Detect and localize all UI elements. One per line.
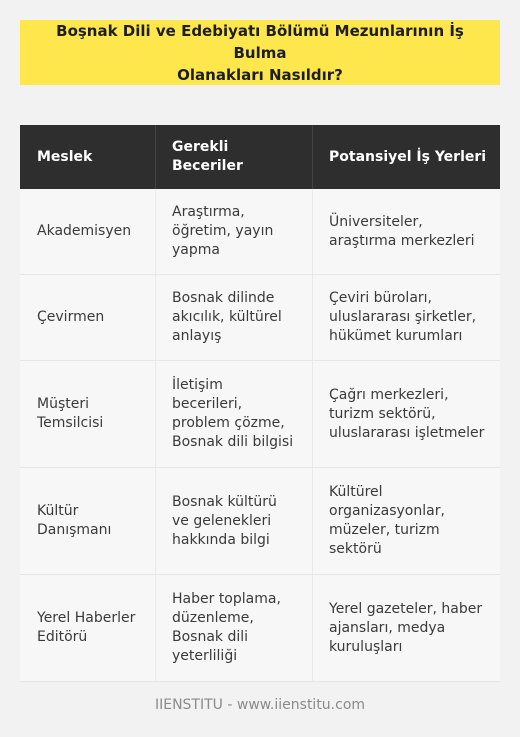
cell-meslek	[20, 361, 155, 467]
table-row	[20, 575, 500, 682]
table-header-row	[20, 125, 500, 189]
cell-is-yerleri	[312, 275, 500, 360]
careers-table	[20, 125, 500, 682]
cell-is-yerleri	[312, 575, 500, 681]
cell-meslek	[20, 468, 155, 574]
header-is-yerleri-label: Potansiyel İş Yerleri	[329, 148, 487, 165]
header-meslek-label: Meslek	[37, 148, 93, 165]
footer-credit: IIENSTITU - www.iienstitu.com	[154, 697, 366, 713]
table-row	[20, 468, 500, 575]
cell-beceriler	[155, 575, 312, 681]
cell-text: Üniversiteler, araştırma merkezleri	[329, 213, 475, 249]
cell-text: Çeviri büroları, uluslararası şirketler, hükümet kurumları	[329, 290, 477, 344]
cell-is-yerleri	[312, 189, 500, 274]
header-beceriler-label: Gerekli Beceriler	[172, 139, 243, 174]
cell-meslek	[20, 189, 155, 274]
cell-is-yerleri	[312, 361, 500, 467]
cell-text: Çağrı merkezleri, turizm sektörü, uluslararası işletmeler	[329, 386, 485, 441]
table-row	[20, 361, 500, 468]
page-title: Boşnak Dili ve Edebiyatı Bölümü Mezunlarının İş Bulma Olanakları Nasıldır?	[56, 21, 464, 84]
cell-text: Bosnak kültürü ve gelenekleri hakkında bilgi	[172, 493, 277, 548]
cell-text: Yerel gazeteler, haber ajansları, medya kuruluşları	[329, 600, 483, 655]
cell-text: Akademisyen	[37, 223, 132, 239]
cell-text: Kültürel organizasyonlar, müzeler, turizm sektörü	[329, 484, 445, 557]
cell-text: Yerel Haberler Editörü	[37, 610, 136, 645]
cell-text: Haber toplama, düzenleme, Bosnak dili yeterliliği	[172, 591, 281, 664]
cell-text: Bosnak dilinde akıcılık, kültürel anlayış	[172, 290, 282, 344]
cell-meslek	[20, 275, 155, 360]
header-beceriler	[155, 125, 312, 189]
cell-beceriler	[155, 275, 312, 360]
title-banner	[20, 20, 500, 85]
cell-text: Kültür Danışmanı	[37, 503, 112, 538]
table-row	[20, 189, 500, 275]
cell-text: Çevirmen	[37, 309, 105, 325]
cell-text: Araştırma, öğretim, yayın yapma	[172, 204, 274, 258]
header-meslek	[20, 125, 155, 189]
cell-beceriler	[155, 361, 312, 467]
header-is-yerleri	[312, 125, 500, 189]
cell-text: İletişim becerileri, problem çözme, Bosnak dili bilgisi	[172, 377, 294, 450]
cell-meslek	[20, 575, 155, 681]
cell-beceriler	[155, 189, 312, 274]
cell-beceriler	[155, 468, 312, 574]
cell-text: Müşteri Temsilcisi	[37, 396, 104, 431]
table-row	[20, 275, 500, 361]
cell-is-yerleri	[312, 468, 500, 574]
